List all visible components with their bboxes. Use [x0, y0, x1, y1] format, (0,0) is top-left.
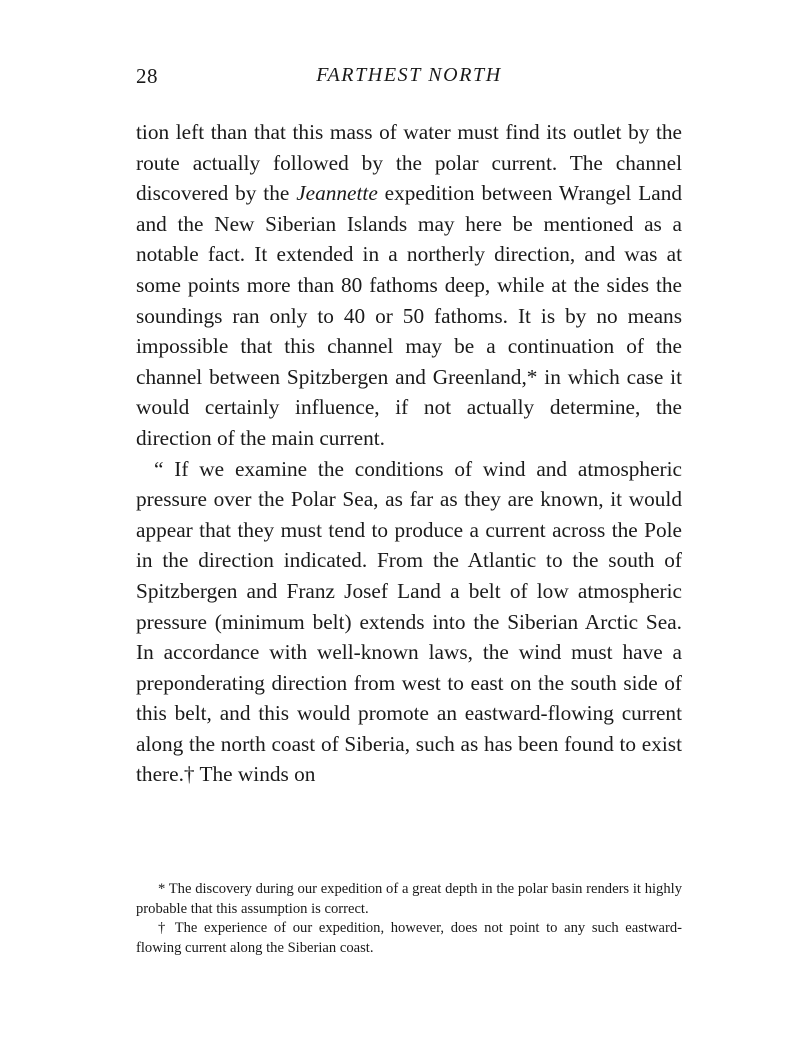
ship-name: Jeannette: [296, 181, 378, 206]
page-header: [136, 64, 682, 94]
paragraph-1: [136, 117, 682, 454]
footnote-2: † The experience of our expedition, however, does not point to any such eastward-flowing current along the Siberian coast.: [136, 920, 682, 956]
running-title: FARTHEST NORTH: [316, 64, 502, 86]
page-number: 28: [136, 64, 158, 88]
footnote-1: * The discovery during our expedition of a great depth in the polar basin renders it highly probable that this assumption is correct.: [136, 881, 682, 917]
paragraph-1-part-2: expedition between Wrangel Land and the New Siberian Islands may here be mentioned as a notable fact. It extended in a northerly direction, and was at some points more than 80 fathoms deep, while at the sides the soundings ran only to 40 or 50 fathoms. It is by no means impossible that this channel may be a continuation of the channel between Spitzbergen and Greenland,* in which case it would certainly influence, if not actually determine, the direction of the main current.: [136, 181, 682, 450]
body-text: [136, 117, 682, 790]
footnotes: [136, 880, 682, 958]
paragraph-2: “ If we examine the conditions of wind and atmospheric pressure over the Polar Sea, as far as they are known, it would appear that they must tend to produce a current across the Pole in the direction indicated. From the Atlantic to the south of Spitzbergen and Franz Josef Land a belt of low atmospheric pressure (minimum belt) extends into the Siberian Arctic Sea. In accordance with well-known laws, the wind must have a preponderating direction from west to east on the south side of this belt, and this would promote an eastward-flowing current along the north coast of Siberia, such as has been found to exist there.† The winds on: [136, 456, 682, 787]
paragraph-1-part-1: tion left than that this mass of water must find its outlet by the route actually followed by the polar current. The channel discovered by the: [136, 120, 682, 206]
